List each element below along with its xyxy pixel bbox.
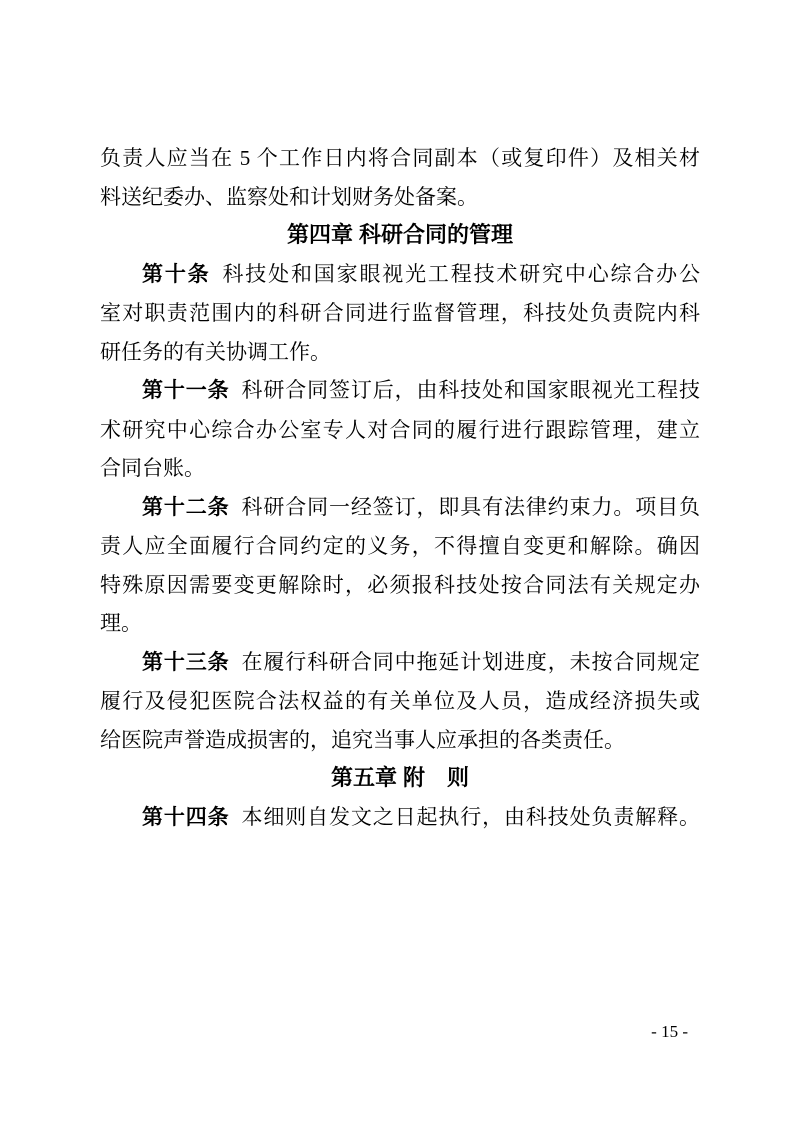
article-line: 合同台账。 xyxy=(100,456,205,480)
article-number: 第十条 xyxy=(142,262,211,286)
body-line: 料送纪委办、监察处和计划财务处备案。 xyxy=(100,184,478,209)
article-text: 科研合同签订后，由科技处和国家眼视光工程技 xyxy=(241,378,700,402)
article-first-line xyxy=(100,488,700,528)
chapter-heading: 第四章 科研合同的管理 xyxy=(286,222,514,247)
article-number: 第十二条 xyxy=(142,495,230,519)
article-first-line xyxy=(100,643,700,683)
article-line: 给医院声誉造成损害的，追究当事人应承担的各类责任。 xyxy=(100,727,625,752)
article-text: 在履行科研合同中拖延计划进度，未按合同规定 xyxy=(241,649,700,674)
body-line: 负责人应当在 5 个工作日内将合同副本（或复印件）及相关材 xyxy=(100,146,700,170)
article-line: 室对职责范围内的科研合同进行监督管理，科技处负责院内科 xyxy=(100,301,700,325)
article-number: 第十一条 xyxy=(142,379,230,402)
article-first-line xyxy=(100,798,700,838)
chapter-heading: 第五章 附 则 xyxy=(330,765,470,790)
document-body xyxy=(100,139,700,837)
article-text: 科研合同一经签订，即具有法律约束力。项目负 xyxy=(241,494,700,519)
article-line: 研任务的有关协调工作。 xyxy=(100,339,331,364)
article-number: 第十四条 xyxy=(142,805,230,829)
article-line: 特殊原因需要变更解除时，必须报科技处按合同法有关规定办 xyxy=(100,572,700,597)
article-line: 责人应全面履行合同约定的义务，不得擅自变更和解除。确因 xyxy=(100,534,700,558)
article-first-line xyxy=(100,371,700,411)
article-text: 科技处和国家眼视光工程技术研究中心综合办公 xyxy=(222,261,701,286)
article-number: 第十三条 xyxy=(142,650,230,674)
article-first-line xyxy=(100,255,700,295)
article-line: 术研究中心综合办公室专人对合同的履行进行跟踪管理，建立 xyxy=(100,417,700,442)
article-line: 理。 xyxy=(100,611,142,635)
page-number: - 15 - xyxy=(651,1022,688,1041)
article-text: 本细则自发文之日起执行，由科技处负责解释。 xyxy=(241,804,700,829)
article-line: 履行及侵犯医院合法权益的有关单位及人员，造成经济损失或 xyxy=(100,689,700,713)
